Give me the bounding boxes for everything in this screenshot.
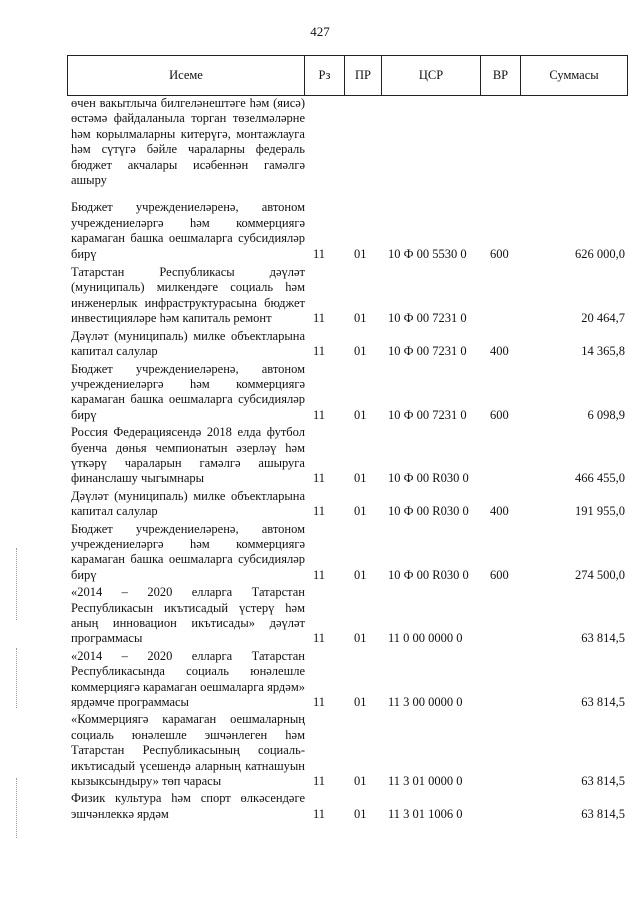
- row-name: Дәүләт (муниципаль) милке объектларына капитал салулар: [71, 488, 305, 519]
- row-name: Физик культура һәм спорт өлкәсендәге эшчәнлеккә ярдәм: [71, 791, 305, 821]
- row-csr: 11 0 00 0000 0: [388, 631, 463, 646]
- row-sum: 466 455,0: [575, 471, 625, 486]
- row-sum: 20 464,7: [581, 311, 625, 326]
- row-sum: 6 098,9: [587, 407, 625, 422]
- row-csr: 10 Ф 00 5530 0: [388, 246, 467, 261]
- table-row: [67, 489, 627, 520]
- row-csr: 10 Ф 00 R030 0: [388, 567, 469, 582]
- row-pr: 01: [354, 806, 367, 821]
- row-vr: 600: [490, 567, 509, 582]
- column-header-rz: Рз: [305, 56, 345, 96]
- row-pr: 01: [354, 407, 367, 422]
- column-header-pr: ПР: [345, 56, 382, 96]
- row-pr: 01: [354, 631, 367, 646]
- row-name: өчен вакытлыча билгеләнештәге һәм (яисә) өстәмә файдаланыла торган төзелмәләрне һәм корылмаларны китерүгә, монтажлауга һәм сүтүгә бәйле чараларны федераль бюджет акчалары исәбеннән гамәлгә ашыру: [71, 96, 305, 188]
- row-pr: 01: [354, 504, 367, 519]
- row-csr: 11 3 01 0000 0: [388, 774, 463, 789]
- row-pr: 01: [354, 344, 367, 359]
- row-sum: 63 814,5: [581, 695, 625, 710]
- row-pr: 01: [354, 311, 367, 326]
- row-name: «Коммерциягә карамаган оешмаларның социаль юнәлешле эшчәнлеген һәм Татарстан Республикасының социаль-икътисадый үсешендә аларның катнашуын кызыксындыру» төп чарасы: [71, 712, 305, 789]
- margin-marks: [16, 548, 18, 620]
- table-row: [67, 362, 627, 424]
- row-name: Бюджет учреждениеләренә, автоном учреждениеләргә һәм коммерциягә карамаган башка оешмаларга субсидияләр бирү: [71, 521, 305, 582]
- row-name: Бюджет учреждениеләренә, автоном учреждениеләргә һәм коммерциягә карамаган башка оешмаларга субсидияләр бирү: [71, 200, 305, 261]
- row-name: «2014 – 2020 елларга Татарстан Республикасында социаль юнәлешле коммерциягә карамаган оешмаларга ярдәм» ярдәмче программасы: [71, 648, 305, 710]
- row-csr: 10 Ф 00 R030 0: [388, 504, 469, 519]
- column-header-sum: Суммасы: [521, 56, 628, 96]
- row-rz: 11: [313, 567, 326, 582]
- row-sum: 63 814,5: [581, 631, 625, 646]
- row-csr: 10 Ф 00 7231 0: [388, 344, 467, 359]
- row-sum: 14 365,8: [581, 344, 625, 359]
- table-row: [67, 712, 627, 789]
- row-sum: 63 814,5: [581, 774, 625, 789]
- row-csr: 11 3 00 0000 0: [388, 695, 463, 710]
- row-rz: 11: [313, 504, 326, 519]
- table-body: [67, 96, 627, 822]
- row-pr: 01: [354, 774, 367, 789]
- column-header-csr: ЦСР: [382, 56, 481, 96]
- margin-marks: [16, 778, 18, 838]
- row-vr: 600: [490, 246, 509, 261]
- row-pr: 01: [354, 471, 367, 486]
- table-row: [67, 791, 627, 822]
- row-rz: 11: [313, 311, 326, 326]
- table-row: [67, 425, 627, 487]
- row-pr: 01: [354, 695, 367, 710]
- row-rz: 11: [313, 246, 326, 261]
- row-sum: 191 955,0: [575, 504, 625, 519]
- row-name: Татарстан Республикасы дәүләт (муниципаль) милкендәге социаль һәм инженерлык инфраструктурасына бюджет инвестицияләре һәм капиталь ремонт: [71, 265, 305, 326]
- row-rz: 11: [313, 407, 326, 422]
- table-row: [67, 265, 627, 327]
- row-pr: 01: [354, 567, 367, 582]
- row-csr: 10 Ф 00 R030 0: [388, 471, 469, 486]
- row-rz: 11: [313, 774, 326, 789]
- row-rz: 11: [313, 806, 326, 821]
- row-rz: 11: [313, 344, 326, 359]
- table-row: [67, 96, 627, 188]
- margin-marks: [16, 648, 18, 708]
- row-name: «2014 – 2020 елларга Татарстан Республикасын икътисадый үстерү һәм аның инновацион икътисады» дәүләт программасы: [71, 585, 305, 646]
- row-name: Бюджет учреждениеләренә, автоном учреждениеләргә һәм коммерциягә карамаган башка оешмаларга субсидияләр бирү: [71, 361, 305, 422]
- table-header: [67, 55, 628, 96]
- row-vr: 400: [490, 344, 509, 359]
- row-name: Дәүләт (муниципаль) милке объектларына капитал салулар: [71, 328, 305, 359]
- table-row: [67, 200, 627, 262]
- table-row: [67, 522, 627, 584]
- row-rz: 11: [313, 695, 326, 710]
- table-row: [67, 329, 627, 360]
- table-row: [67, 585, 627, 647]
- row-csr: 11 3 01 1006 0: [388, 806, 463, 821]
- row-sum: 626 000,0: [575, 246, 625, 261]
- page-number: 427: [310, 24, 330, 39]
- column-header-name: Исеме: [68, 56, 305, 96]
- row-name: Россия Федерациясендә 2018 елда футбол буенча дөнья чемпионатын әзерләү һәм үткәрү чараларын гамәлгә ашыруга финанслашу чыгымнары: [71, 425, 305, 486]
- row-csr: 10 Ф 00 7231 0: [388, 407, 467, 422]
- row-csr: 10 Ф 00 7231 0: [388, 311, 467, 326]
- row-sum: 63 814,5: [581, 806, 625, 821]
- row-rz: 11: [313, 631, 326, 646]
- row-vr: 600: [490, 407, 509, 422]
- row-pr: 01: [354, 246, 367, 261]
- table-row: [67, 649, 627, 711]
- row-rz: 11: [313, 471, 326, 486]
- column-header-vr: ВР: [481, 56, 521, 96]
- row-vr: 400: [490, 504, 509, 519]
- row-sum: 274 500,0: [575, 567, 625, 582]
